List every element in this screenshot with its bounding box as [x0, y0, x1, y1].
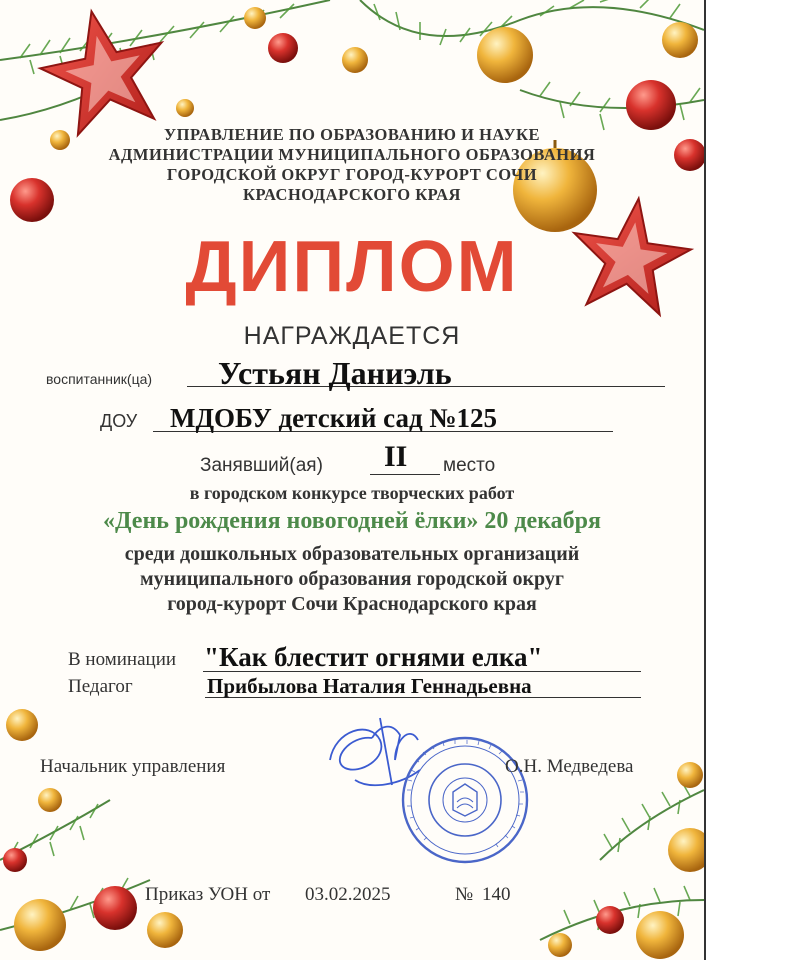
- signature-label: Начальник управления: [40, 756, 226, 777]
- dou-name: МДОБУ детский сад №125: [170, 403, 498, 433]
- order-number-label: №: [455, 884, 474, 905]
- pupil-label: воспитанник(ца): [46, 371, 153, 387]
- signature-mark: [330, 718, 420, 785]
- star-icon: [31, 0, 177, 140]
- diploma-title: ДИПЛОМ: [185, 227, 519, 307]
- place-prefix: Занявший(ая): [200, 455, 323, 476]
- awarded-label: НАГРАЖДАЕТСЯ: [243, 322, 461, 350]
- contest-line-3: среди дошкольных образовательных организаций: [124, 543, 580, 565]
- ornament-icon: [548, 762, 704, 959]
- teacher-name: Прибылова Наталия Геннадьевна: [207, 674, 532, 698]
- pupil-name: Устьян Даниэль: [218, 355, 452, 391]
- place-value: II: [384, 440, 408, 473]
- contest-line-4: муниципального образования городской округ: [140, 568, 564, 590]
- nomination-label: В номинации: [68, 649, 177, 670]
- signatory-name: О.Н. Медведева: [505, 756, 634, 777]
- nomination-value: "Как блестит огнями елка": [204, 642, 543, 672]
- issuer-line-2: АДМИНИСТРАЦИИ МУНИЦИПАЛЬНОГО ОБРАЗОВАНИЯ: [108, 145, 596, 164]
- place-underline: [370, 474, 440, 475]
- dou-label: ДОУ: [100, 411, 138, 431]
- teacher-label: Педагог: [68, 676, 133, 697]
- order-number: 140: [482, 884, 511, 905]
- issuer-line-3: ГОРОДСКОЙ ОКРУГ ГОРОД-КУРОРТ СОЧИ: [166, 165, 538, 184]
- contest-name: «День рождения новогодней ёлки» 20 декабря: [102, 508, 601, 534]
- issuer-line-4: КРАСНОДАРСКОГО КРАЯ: [243, 185, 461, 204]
- place-suffix: место: [443, 455, 496, 476]
- issuer-line-1: УПРАВЛЕНИЕ ПО ОБРАЗОВАНИЮ И НАУКЕ: [164, 125, 540, 144]
- contest-line-5: город-курорт Сочи Краснодарского края: [167, 593, 537, 615]
- contest-line-1: в городском конкурсе творческих работ: [189, 483, 515, 503]
- order-prefix: Приказ УОН от: [145, 884, 271, 905]
- order-date: 03.02.2025: [305, 884, 391, 905]
